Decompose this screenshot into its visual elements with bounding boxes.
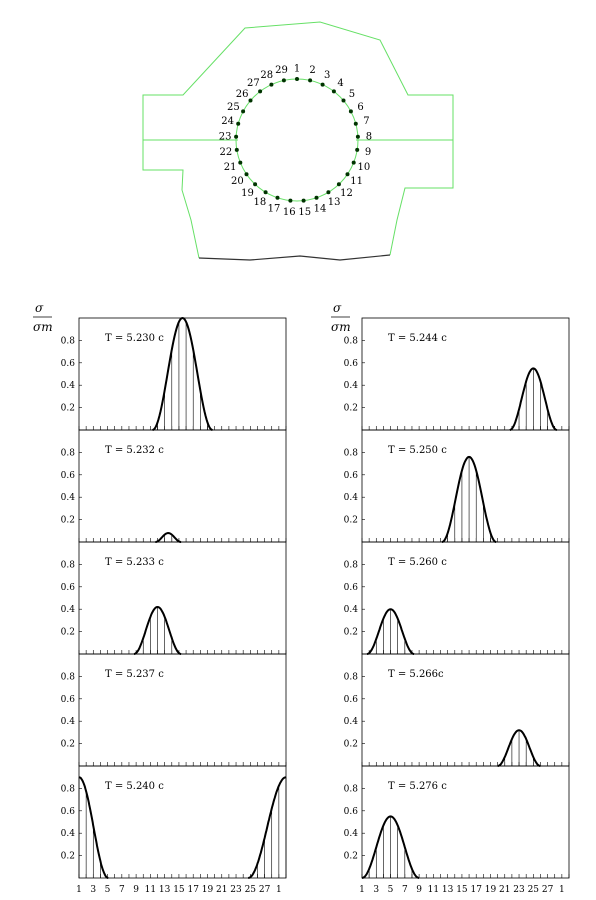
sensor-dot [241, 109, 245, 113]
sensor-label: 4 [337, 78, 344, 90]
time-label: T = 5.233 c [105, 557, 164, 568]
y-tick-label: 0.2 [343, 739, 358, 750]
time-label: T = 5.230 c [105, 333, 164, 344]
y-tick-label: 0.2 [60, 515, 75, 526]
x-tick-label: 1 [76, 885, 82, 895]
y-tick-label: 0.2 [343, 851, 358, 862]
y-tick-label: 0.4 [60, 605, 75, 616]
sensor-label: 7 [363, 116, 370, 128]
y-tick-label: 0.6 [60, 358, 75, 369]
sensor-label: 16 [282, 207, 296, 219]
sensor-dot [236, 122, 240, 126]
x-tick-label: 11 [427, 885, 440, 895]
time-label: T = 5.276 c [388, 781, 447, 792]
sigma-numerator: σ [333, 301, 342, 315]
time-label: T = 5.232 c [105, 445, 164, 456]
sensor-dot [253, 182, 257, 186]
sigma-label-left [33, 301, 53, 334]
sensor-label: 17 [267, 203, 281, 215]
sensor-dot [346, 172, 350, 176]
x-tick-label: 19 [201, 885, 214, 895]
y-tick-label: 0.4 [60, 381, 75, 392]
sensor-dot [258, 89, 262, 93]
sensor-label: 12 [340, 187, 353, 199]
sensor-dot [356, 135, 360, 139]
sigma-numerator: σ [35, 301, 44, 315]
sensor-label: 10 [357, 162, 371, 174]
sensor-label: 27 [247, 78, 260, 90]
sensor-label: 2 [309, 65, 316, 77]
x-tick-label: 9 [133, 885, 139, 895]
y-tick-label: 0.6 [60, 582, 75, 593]
time-label: T = 5.260 c [388, 557, 447, 568]
sigma-denominator: σm [33, 320, 53, 334]
sensor-label: 26 [235, 88, 249, 100]
sensor-dot [264, 190, 268, 194]
sensor-label: 13 [327, 197, 341, 209]
x-tick-label: 21 [216, 885, 228, 895]
y-tick-label: 0.4 [60, 493, 75, 504]
sensor-dot [352, 161, 356, 165]
x-tick-label: 1 [558, 885, 565, 895]
x-tick-label: 25 [244, 885, 257, 895]
chart-panel [61, 318, 286, 430]
sensor-dot [234, 135, 238, 139]
sensor-dot [249, 99, 253, 103]
sensor-dot [276, 196, 280, 200]
sensor-label: 14 [313, 203, 327, 215]
time-label: T = 5.240 c [105, 781, 164, 792]
sensor-dot [354, 122, 358, 126]
y-tick-label: 0.4 [343, 493, 358, 504]
sensor-label: 6 [357, 101, 364, 113]
sensor-dot [349, 109, 353, 113]
x-tick-label: 17 [187, 885, 199, 895]
sensor-label: 5 [348, 88, 356, 100]
y-tick-label: 0.6 [343, 358, 358, 369]
y-tick-label: 0.4 [343, 717, 358, 728]
y-tick-label: 0.6 [60, 806, 75, 817]
y-tick-label: 0.4 [343, 605, 358, 616]
chart-panel [61, 430, 286, 542]
sensor-dot [288, 199, 292, 203]
x-tick-label: 1 [359, 885, 365, 895]
chart-panel [61, 542, 286, 654]
x-tick-label: 15 [173, 885, 185, 895]
sensor-label: 28 [260, 70, 274, 82]
y-tick-label: 0.4 [60, 829, 75, 840]
y-tick-label: 0.2 [343, 403, 358, 414]
y-tick-label: 0.8 [343, 336, 358, 347]
x-tick-label: 7 [401, 885, 408, 895]
sigma-label-right [331, 301, 351, 334]
y-tick-label: 0.8 [343, 784, 358, 795]
time-label: T = 5.266c [388, 669, 444, 680]
sensor-label: 19 [241, 187, 254, 199]
sensor-label: 20 [231, 175, 244, 187]
sensor-label: 3 [324, 70, 331, 82]
y-tick-label: 0.8 [343, 448, 358, 459]
y-tick-label: 0.4 [343, 381, 358, 392]
sensor-label: 1 [293, 63, 301, 75]
x-tick-label: 5 [104, 885, 111, 895]
x-tick-label: 5 [387, 885, 394, 895]
sensor-label: 9 [364, 147, 372, 159]
sensor-dot [326, 190, 330, 194]
sensor-dot [315, 196, 319, 200]
time-label: T = 5.244 c [388, 333, 447, 344]
y-tick-label: 0.8 [343, 560, 358, 571]
y-tick-label: 0.8 [343, 672, 358, 683]
chart-panel [344, 766, 569, 895]
x-tick-label: 7 [118, 885, 125, 895]
base-line [199, 255, 390, 260]
y-tick-label: 0.6 [343, 806, 358, 817]
sensor-label: 21 [223, 162, 237, 174]
chart-panels [61, 318, 569, 895]
y-tick-label: 0.8 [60, 672, 75, 683]
x-tick-label: 23 [513, 885, 525, 895]
y-tick-label: 0.8 [60, 560, 75, 571]
y-tick-label: 0.2 [343, 627, 358, 638]
sensor-dot [238, 161, 242, 165]
sensor-label: 8 [365, 131, 373, 143]
x-tick-label: 15 [456, 885, 468, 895]
chart-panel [61, 654, 286, 766]
y-tick-label: 0.4 [60, 717, 75, 728]
x-tick-label: 27 [258, 885, 271, 895]
x-tick-label: 23 [230, 885, 242, 895]
sensor-label: 18 [253, 197, 267, 209]
sensor-dot [295, 77, 299, 81]
x-tick-label: 3 [90, 885, 97, 895]
sensor-dot [302, 199, 306, 203]
stress-curve [248, 777, 286, 878]
cross-section-diagram [143, 22, 453, 260]
y-tick-label: 0.4 [343, 829, 358, 840]
y-tick-label: 0.8 [60, 336, 75, 347]
y-tick-label: 0.2 [60, 403, 75, 414]
sensor-dot [332, 89, 336, 93]
sensor-dot [245, 172, 249, 176]
sigma-denominator: σm [331, 320, 351, 334]
sensor-dot [235, 148, 239, 152]
sensor-label: 29 [275, 65, 288, 77]
sensor-dot [355, 148, 359, 152]
sensor-label: 15 [298, 207, 312, 219]
sensor-dot [269, 83, 273, 87]
time-label: T = 5.237 c [105, 669, 164, 680]
x-tick-label: 13 [158, 885, 171, 895]
y-tick-label: 0.6 [343, 694, 358, 705]
sensor-label: 22 [219, 147, 233, 159]
sensor-label: 23 [218, 131, 232, 143]
y-tick-label: 0.8 [60, 448, 75, 459]
stress-curve [79, 777, 108, 878]
chart-panel [344, 542, 569, 654]
x-tick-label: 21 [499, 885, 511, 895]
time-label: T = 5.250 c [388, 445, 447, 456]
y-tick-label: 0.6 [343, 470, 358, 481]
sensor-markers [219, 64, 372, 219]
chart-panel [344, 654, 569, 766]
x-tick-label: 17 [470, 885, 482, 895]
y-tick-label: 0.2 [60, 851, 75, 862]
chart-panel [344, 318, 569, 430]
y-tick-label: 0.2 [60, 739, 75, 750]
x-tick-label: 13 [441, 885, 454, 895]
y-tick-label: 0.2 [343, 515, 358, 526]
sensor-label: 25 [227, 101, 240, 113]
sensor-dot [337, 182, 341, 186]
stress-curve [155, 533, 181, 542]
y-tick-label: 0.6 [60, 470, 75, 481]
sensor-dot [342, 99, 346, 103]
x-tick-label: 25 [527, 885, 540, 895]
chart-panel [61, 766, 286, 895]
y-tick-label: 0.6 [60, 694, 75, 705]
x-tick-label: 27 [541, 885, 554, 895]
sensor-label: 11 [350, 175, 363, 187]
chart-panel [344, 430, 569, 542]
y-tick-label: 0.6 [343, 582, 358, 593]
x-tick-label: 1 [275, 885, 282, 895]
x-tick-label: 3 [373, 885, 380, 895]
x-tick-label: 19 [484, 885, 497, 895]
sensor-dot [308, 78, 312, 82]
y-tick-label: 0.2 [60, 627, 75, 638]
y-tick-label: 0.8 [60, 784, 75, 795]
sensor-dot [321, 83, 325, 87]
sensor-label: 24 [221, 116, 234, 128]
sensor-dot [282, 78, 286, 82]
x-tick-label: 11 [144, 885, 157, 895]
x-tick-label: 9 [416, 885, 422, 895]
